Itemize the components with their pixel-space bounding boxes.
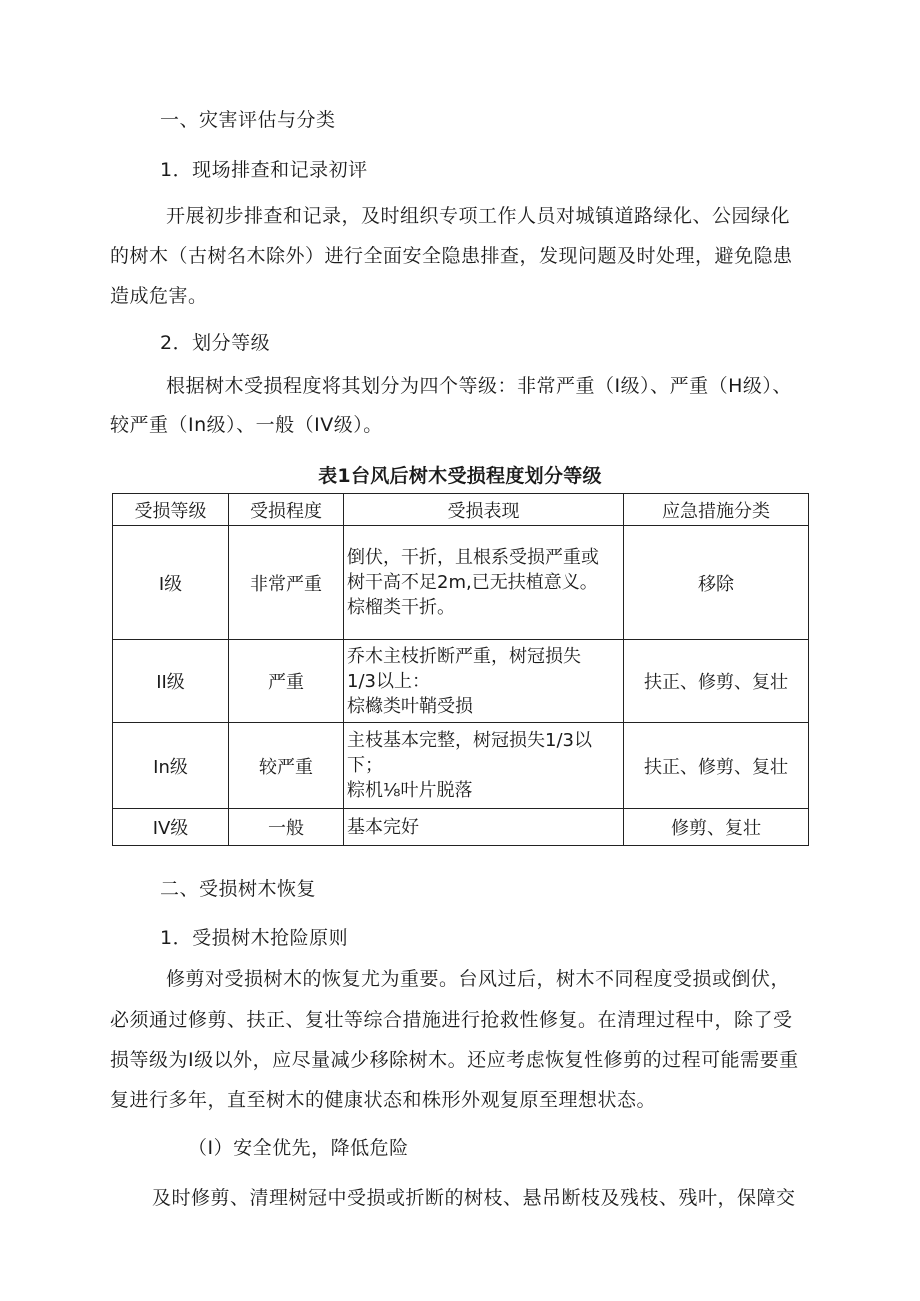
table-header-cell: 受损表现: [344, 494, 624, 526]
paragraph-line: 复进行多年，直至树木的健康状态和株形外观复原至理想状态。: [110, 1089, 657, 1111]
paragraph-line: 修剪对受损树木的恢复尤为重要。台风过后，树木不同程度受损或倒伏，: [166, 968, 791, 990]
degree-cell: 一般: [229, 809, 344, 846]
degree-cell: 严重: [229, 640, 344, 723]
description-line: 1/3以上：: [347, 670, 430, 692]
description-line: 棕櫞类叶鞘受损: [347, 695, 473, 717]
description-cell: [344, 640, 624, 723]
section-2-heading: 二、受损树木恢复: [160, 878, 317, 900]
table-row: [113, 640, 809, 723]
table-header-cell: 受损程度: [229, 494, 344, 526]
description-line: 乔木主枝折断严重，树冠损失: [347, 645, 581, 667]
paragraph-line: 及时修剪、清理树冠中受损或折断的树枝、悬吊断枝及残枝、残叶，保障交: [152, 1187, 796, 1209]
description-line: 主枝基本完整，树冠损失1/3以: [347, 730, 592, 751]
table-row: [113, 526, 809, 640]
degree-cell: 较严重: [229, 723, 344, 809]
degree-cell: 非常严重: [229, 526, 344, 640]
description-cell: [344, 809, 624, 846]
paragraph-line: 较严重（In级）、一般（IV级）。: [110, 414, 383, 436]
section-1-heading: 一、灾害评估与分类: [160, 109, 336, 131]
description-line: 树干高不足2m,已无扶植意义。: [347, 572, 598, 593]
paragraph-line: 根据树木受损程度将其划分为四个等级：非常严重（I级）、严重（H级）、: [166, 375, 792, 397]
grade-cell: In级: [113, 723, 229, 809]
description-cell: [344, 723, 624, 809]
table-row: [113, 809, 809, 846]
section-2-1-heading: 1．受损树木抢险原则: [160, 927, 349, 949]
table-header-cell: 应急措施分类: [624, 494, 809, 526]
table-header-row: [113, 494, 809, 526]
paragraph-line: 的树木（古树名木除外）进行全面安全隐患排查，发现问题及时处理，避免隐患: [110, 245, 793, 267]
section-1-1-heading: 1．现场排查和记录初评: [160, 159, 368, 181]
grade-cell: IV级: [113, 809, 229, 846]
table-row: [113, 723, 809, 809]
measure-cell: 修剪、复壮: [624, 809, 809, 846]
description-line: 棕榴类干折。: [347, 597, 455, 618]
table-caption: 表1台风后树木受损程度划分等级: [318, 465, 602, 487]
paragraph-line: 造成危害。: [110, 285, 208, 307]
measure-cell: 移除: [624, 526, 809, 640]
description-cell: [344, 526, 624, 640]
section-2-1-1-heading: （I）安全优先，降低危险: [188, 1137, 409, 1159]
description-line: 基本完好: [347, 816, 419, 838]
measure-cell: 扶正、修剪、复壮: [624, 640, 809, 723]
description-line: 下；: [347, 755, 383, 776]
description-line: 粽机⅛叶片脱落: [347, 780, 473, 801]
grade-cell: II级: [113, 640, 229, 723]
table-header-cell: 受损等级: [113, 494, 229, 526]
grade-cell: I级: [113, 526, 229, 640]
paragraph-line: 损等级为I级以外，应尽量减少移除树木。还应考虑恢复性修剪的过程可能需要重: [110, 1049, 799, 1071]
damage-grade-table: [112, 493, 809, 846]
paragraph-line: 必须通过修剪、扶正、复壮等综合措施进行抢救性修复。在清理过程中，除了受: [110, 1009, 793, 1031]
description-line: 倒伏，干折，且根系受损严重或: [347, 547, 599, 568]
section-1-2-heading: 2．划分等级: [160, 332, 271, 354]
measure-cell: 扶正、修剪、复壮: [624, 723, 809, 809]
paragraph-line: 开展初步排查和记录，及时组织专项工作人员对城镇道路绿化、公园绿化: [166, 205, 791, 227]
